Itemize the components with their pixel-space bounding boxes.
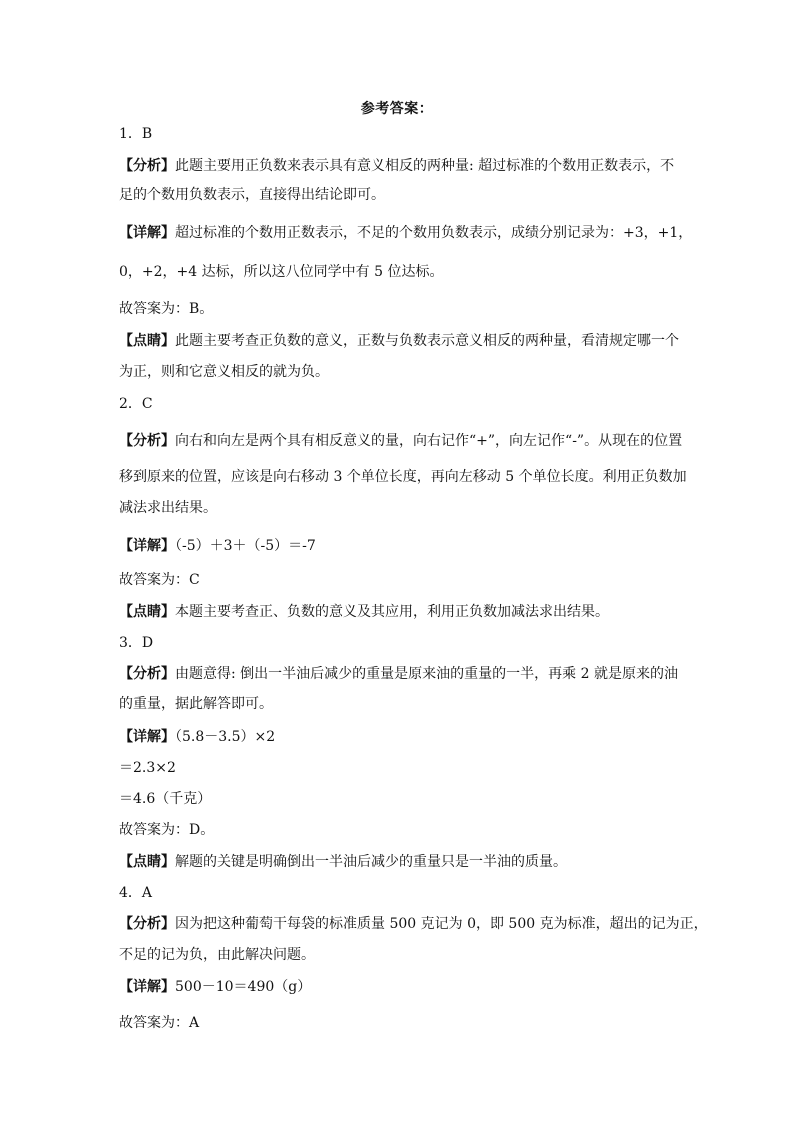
- line-text: 不足的记为负，由此解决问题。: [119, 947, 315, 963]
- comment-tag: 【点睛】: [119, 333, 175, 349]
- detail-line-continued: [119, 263, 689, 281]
- comment-line-continued: [119, 363, 689, 381]
- detail-line: [119, 978, 689, 996]
- line-text: 解题的关键是明确倒出一半油后减少的重量只是一半油的质量。: [175, 854, 567, 870]
- line-text: 此题主要用正负数来表示具有意义相反的两种量: 超过标准的个数用正数表示，不: [175, 158, 675, 174]
- line-text: （-5）＋3＋（-5）＝-7: [175, 538, 316, 554]
- line-text: 故答案为：A: [119, 1015, 200, 1031]
- analysis-line-continued: [119, 468, 689, 486]
- analysis-line-continued: [119, 946, 689, 964]
- analysis-tag: 【分析】: [119, 916, 175, 932]
- analysis-tag: 【分析】: [119, 433, 175, 449]
- line-text: 的重量，据此解答即可。: [119, 696, 273, 712]
- analysis-line-continued: [119, 186, 689, 204]
- answer-line: [119, 1014, 689, 1032]
- line-text: 超过标准的个数用正数表示，不足的个数用负数表示，成绩分别记录为：+3，+1，: [175, 225, 693, 241]
- comment-tag: 【点睛】: [119, 854, 175, 870]
- answer-number-1: [119, 125, 689, 143]
- analysis-line-continued: [119, 695, 689, 713]
- line-text: 2．C: [119, 396, 153, 412]
- analysis-line: [119, 432, 689, 450]
- detail-line: [119, 224, 693, 242]
- analysis-line-continued: [119, 499, 689, 517]
- analysis-line: [119, 157, 689, 175]
- answer-line: [119, 571, 689, 589]
- page-title: 参考答案：: [360, 101, 434, 117]
- line-text: 0，+2，+4 达标，所以这八位同学中有 5 位达标。: [119, 264, 444, 280]
- detail-tag: 【详解】: [119, 538, 175, 554]
- line-text: 1．B: [119, 126, 153, 142]
- analysis-tag: 【分析】: [119, 158, 175, 174]
- line-text: 减法求出结果。: [119, 500, 217, 516]
- detail-line: [119, 537, 689, 555]
- analysis-line: [119, 665, 689, 683]
- line-text: 足的个数用负数表示，直接得出结论即可。: [119, 187, 385, 203]
- detail-line: [119, 728, 689, 746]
- line-text: 由题意得: 倒出一半油后减少的重量是原来油的重量的一半，再乘 2 就是原来的油: [175, 666, 678, 682]
- detail-tag: 【详解】: [119, 225, 175, 241]
- line-text: 故答案为：D。: [119, 822, 215, 838]
- detail-tag: 【详解】: [119, 729, 175, 745]
- line-text: 为正，则和它意义相反的就为负。: [119, 364, 329, 380]
- answer-number-2: [119, 395, 689, 413]
- line-text: ＝4.6（千克）: [119, 791, 212, 807]
- line-text: 向右和向左是两个具有相反意义的量，向右记作“+”，向左记作“-”。从现在的位置: [175, 433, 683, 449]
- line-text: 移到原来的位置，应该是向右移动 3 个单位长度，再向左移动 5 个单位长度。利用正负数加: [119, 469, 687, 485]
- answer-line: [119, 300, 689, 318]
- line-text: ＝2.3×2: [119, 760, 176, 776]
- comment-tag: 【点睛】: [119, 604, 175, 620]
- line-text: 因为把这种葡萄干每袋的标准质量 500 克记为 0，即 500 克为标准，超出的记为正，: [175, 916, 708, 932]
- answer-number-4: [119, 884, 689, 902]
- calculation-line: [119, 790, 689, 808]
- line-text: 本题主要考查正、负数的意义及其应用，利用正负数加减法求出结果。: [175, 604, 609, 620]
- line-text: 此题主要考查正负数的意义，正数与负数表示意义相反的两种量，看清规定哪一个: [175, 333, 679, 349]
- analysis-tag: 【分析】: [119, 666, 175, 682]
- line-text: 故答案为：B。: [119, 301, 214, 317]
- detail-tag: 【详解】: [119, 979, 175, 995]
- comment-line: [119, 853, 689, 871]
- analysis-line: [119, 915, 708, 933]
- answer-number-3: [119, 634, 689, 652]
- line-text: 故答案为：C: [119, 572, 200, 588]
- line-text: 500－10＝490（g）: [175, 979, 312, 995]
- answer-line: [119, 821, 689, 839]
- calculation-line: [119, 759, 689, 777]
- line-text: 4．A: [119, 885, 153, 901]
- comment-line: [119, 332, 689, 350]
- comment-line: [119, 603, 689, 621]
- line-text: 3．D: [119, 635, 154, 651]
- line-text: （5.8－3.5）×2: [175, 729, 276, 745]
